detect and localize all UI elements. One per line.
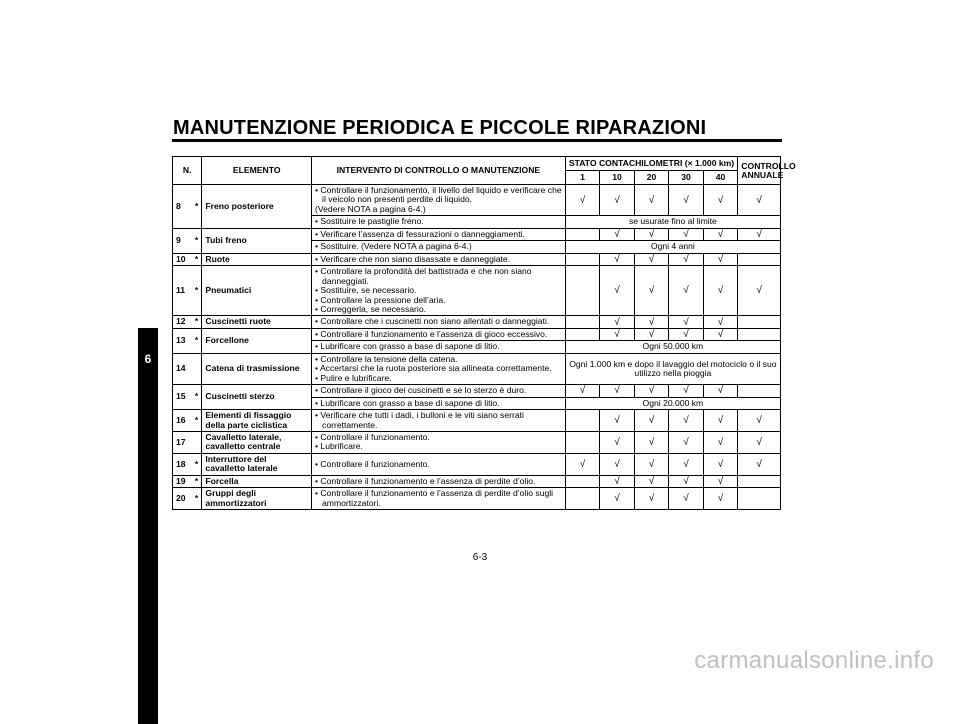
km-check xyxy=(565,228,600,240)
table-row xyxy=(173,453,781,475)
row-element: Forcellone xyxy=(202,328,312,353)
km-check: √ xyxy=(703,431,738,453)
km-check: √ xyxy=(634,453,669,475)
row-element: Freno posteriore xyxy=(202,185,312,229)
row-action xyxy=(312,228,566,240)
action-item: • Verificare l’assenza di fessurazioni o danneggiamenti. xyxy=(315,228,525,239)
km-check: √ xyxy=(600,385,635,397)
interval-note: se usurate fino al limite xyxy=(565,216,780,228)
km-check xyxy=(565,475,600,487)
title-rule xyxy=(172,139,782,142)
km-check: √ xyxy=(703,410,738,432)
table-row xyxy=(173,253,781,265)
row-star-marker: * xyxy=(192,328,202,353)
header-km-20: 20 xyxy=(634,171,669,185)
km-check: √ xyxy=(669,488,704,510)
table-body xyxy=(173,185,781,510)
row-star-marker: * xyxy=(192,453,202,475)
km-check: √ xyxy=(703,328,738,340)
row-action xyxy=(312,410,566,432)
km-check xyxy=(565,253,600,265)
annual-check xyxy=(738,316,781,328)
annual-check: √ xyxy=(738,410,781,432)
km-check: √ xyxy=(634,475,669,487)
row-star-marker: * xyxy=(192,228,202,253)
action-item: • Lubrificare. xyxy=(315,441,363,452)
table-row xyxy=(173,353,781,384)
row-star-marker: * xyxy=(192,410,202,432)
km-check: √ xyxy=(669,185,704,216)
interval-note: Ogni 1.000 km e dopo il lavaggio del motociclo o il suo utilizzo nella pioggia xyxy=(565,353,780,384)
km-check: √ xyxy=(600,266,635,316)
row-action xyxy=(312,341,566,353)
row-action xyxy=(312,475,566,487)
km-check: √ xyxy=(600,316,635,328)
row-action xyxy=(312,253,566,265)
action-item: • Verificare che tutti i dadi, i bulloni e le viti siano serrati correttamente. xyxy=(315,410,524,430)
action-item: • Controllare che i cuscinetti non siano allentati o danneggiati. xyxy=(315,316,550,327)
row-action xyxy=(312,241,566,253)
row-action xyxy=(312,316,566,328)
row-star-marker: * xyxy=(192,488,202,510)
header-annual-line2: ANNUALE xyxy=(741,169,784,180)
row-action xyxy=(312,431,566,453)
km-check: √ xyxy=(634,385,669,397)
km-check: √ xyxy=(600,453,635,475)
km-check: √ xyxy=(600,328,635,340)
table-row xyxy=(173,385,781,397)
km-check: √ xyxy=(634,488,669,510)
annual-check: √ xyxy=(738,453,781,475)
km-check: √ xyxy=(669,475,704,487)
km-check xyxy=(565,328,600,340)
action-item: • Controllare il funzionamento. xyxy=(315,431,430,442)
km-check: √ xyxy=(703,185,738,216)
row-action xyxy=(312,328,566,340)
row-number: 12 xyxy=(173,316,192,328)
km-check: √ xyxy=(634,228,669,240)
km-check xyxy=(565,316,600,328)
row-action xyxy=(312,353,566,384)
row-number: 15 xyxy=(173,385,192,410)
km-check: √ xyxy=(703,475,738,487)
km-check: √ xyxy=(600,185,635,216)
annual-check: √ xyxy=(738,266,781,316)
table-row xyxy=(173,185,781,216)
km-check: √ xyxy=(600,253,635,265)
km-check: √ xyxy=(634,185,669,216)
annual-check xyxy=(738,328,781,340)
table-row xyxy=(173,316,781,328)
row-star-marker: * xyxy=(192,316,202,328)
table-row xyxy=(173,475,781,487)
km-check: √ xyxy=(600,410,635,432)
action-item: • Controllare la pressione dell’aria. xyxy=(315,294,446,305)
header-odometer: STATO CONTACHILOMETRI (× 1.000 km) xyxy=(565,157,738,171)
header-annual-line1: CONTROLLO xyxy=(741,160,796,171)
km-check: √ xyxy=(669,328,704,340)
km-check: √ xyxy=(669,266,704,316)
km-check: √ xyxy=(600,488,635,510)
table-row xyxy=(173,431,781,453)
action-item: • Accertarsi che la ruota posteriore sia allineata correttamente. xyxy=(315,363,552,374)
action-item: • Controllare il funzionamento, il livello del liquido e verificare che il veicolo non presenti perdite di liquido. xyxy=(315,185,562,205)
header-element: ELEMENTO xyxy=(202,157,312,185)
action-item: • Controllare il funzionamento e l’assenza di perdite d’olio. xyxy=(315,475,536,486)
row-element: Cavalletto laterale, cavalletto centrale xyxy=(202,431,312,453)
km-check: √ xyxy=(669,410,704,432)
row-action xyxy=(312,397,566,409)
row-star-marker: * xyxy=(192,385,202,410)
row-element: Cuscinetti sterzo xyxy=(202,385,312,410)
interval-note: Ogni 50.000 km xyxy=(565,341,780,353)
action-item: • Sostituire, se necessario. xyxy=(315,285,417,296)
page-title: MANUTENZIONE PERIODICA E PICCOLE RIPARAZIONI xyxy=(173,117,707,139)
km-check: √ xyxy=(703,316,738,328)
watermark: carmanualsonline.info xyxy=(694,647,934,674)
annual-check xyxy=(738,385,781,397)
row-action xyxy=(312,266,566,316)
chapter-tab-label: 6 xyxy=(144,352,152,366)
action-item: • Lubrificare con grasso a base di sapone di litio. xyxy=(315,397,500,408)
row-star-marker xyxy=(192,353,202,384)
table-row xyxy=(173,266,781,316)
row-number: 14 xyxy=(173,353,192,384)
row-number: 19 xyxy=(173,475,192,487)
table-row xyxy=(173,488,781,510)
header-n: N. xyxy=(173,157,202,185)
row-star-marker: * xyxy=(192,266,202,316)
table-row xyxy=(173,410,781,432)
km-check: √ xyxy=(669,253,704,265)
km-check: √ xyxy=(634,431,669,453)
row-star-marker: * xyxy=(192,253,202,265)
row-action xyxy=(312,488,566,510)
km-check: √ xyxy=(565,385,600,397)
row-element: Catena di trasmissione xyxy=(202,353,312,384)
row-element: Tubi freno xyxy=(202,228,312,253)
km-check: √ xyxy=(703,266,738,316)
km-check: √ xyxy=(703,385,738,397)
row-action xyxy=(312,185,566,216)
row-element: Pneumatici xyxy=(202,266,312,316)
action-item: • Controllare il funzionamento. xyxy=(315,458,430,469)
row-element: Ruote xyxy=(202,253,312,265)
action-item: • Verificare che non siano disassate e danneggiate. xyxy=(315,253,511,264)
km-check: √ xyxy=(565,453,600,475)
action-item: • Sostituire le pastiglie freno. xyxy=(315,216,424,227)
row-number: 10 xyxy=(173,253,192,265)
row-number: 9 xyxy=(173,228,192,253)
table-row xyxy=(173,228,781,240)
km-check: √ xyxy=(703,253,738,265)
row-element: Cuscinetti ruote xyxy=(202,316,312,328)
action-item: • Controllare il gioco dei cuscinetti e se lo sterzo è duro. xyxy=(315,385,527,396)
km-check xyxy=(565,266,600,316)
action-item: • Controllare il funzionamento e l’assenza di perdite d’olio sugli ammortizzatori. xyxy=(315,488,554,508)
km-check: √ xyxy=(703,453,738,475)
row-element: Gruppi degli ammortizzatori xyxy=(202,488,312,510)
km-check: √ xyxy=(600,228,635,240)
km-check: √ xyxy=(669,385,704,397)
row-action xyxy=(312,385,566,397)
km-check: √ xyxy=(600,475,635,487)
annual-check: √ xyxy=(738,185,781,216)
km-check: √ xyxy=(669,316,704,328)
km-check: √ xyxy=(634,410,669,432)
interval-note: Ogni 20.000 km xyxy=(565,397,780,409)
page-number: 6-3 xyxy=(472,552,488,563)
header-action: INTERVENTO DI CONTROLLO O MANUTENZIONE xyxy=(312,157,566,185)
annual-check: √ xyxy=(738,228,781,240)
km-check: √ xyxy=(565,185,600,216)
action-item: • Controllare la tensione della catena. xyxy=(315,353,458,364)
row-action xyxy=(312,453,566,475)
action-item: • Pulire e lubrificare. xyxy=(315,372,392,383)
annual-check xyxy=(738,253,781,265)
action-item: • Controllare il funzionamento e l’assenza di gioco eccessivo. xyxy=(315,328,548,339)
km-check: √ xyxy=(669,453,704,475)
annual-check xyxy=(738,475,781,487)
row-number: 13 xyxy=(173,328,192,353)
row-element: Forcella xyxy=(202,475,312,487)
km-check: √ xyxy=(634,328,669,340)
action-item: (Vedere NOTA a pagina 6-4.) xyxy=(315,203,426,214)
row-action xyxy=(312,216,566,228)
row-star-marker xyxy=(192,431,202,453)
row-number: 20 xyxy=(173,488,192,510)
action-item: • Correggerla, se necessario. xyxy=(315,303,426,314)
km-check xyxy=(565,488,600,510)
km-check: √ xyxy=(669,431,704,453)
row-number: 11 xyxy=(173,266,192,316)
header-km-10: 10 xyxy=(600,171,635,185)
annual-check: √ xyxy=(738,431,781,453)
km-check: √ xyxy=(703,488,738,510)
row-star-marker: * xyxy=(192,185,202,229)
header-km-40: 40 xyxy=(703,171,738,185)
row-number: 17 xyxy=(173,431,192,453)
action-item: • Sostituire. (Vedere NOTA a pagina 6-4.) xyxy=(315,241,472,252)
chapter-tab xyxy=(138,328,158,724)
row-number: 8 xyxy=(173,185,192,229)
header-km-30: 30 xyxy=(669,171,704,185)
km-check: √ xyxy=(634,253,669,265)
km-check: √ xyxy=(634,266,669,316)
header-km-1: 1 xyxy=(565,171,600,185)
row-number: 16 xyxy=(173,410,192,432)
interval-note: Ogni 4 anni xyxy=(565,241,780,253)
header-annual xyxy=(738,157,796,185)
action-item: • Lubrificare con grasso a base di sapone di litio. xyxy=(315,341,500,352)
row-number: 18 xyxy=(173,453,192,475)
maintenance-table xyxy=(172,156,796,510)
km-check: √ xyxy=(703,228,738,240)
annual-check xyxy=(738,488,781,510)
km-check: √ xyxy=(669,228,704,240)
table-row xyxy=(173,328,781,340)
row-element: Interruttore del cavalletto laterale xyxy=(202,453,312,475)
action-item: • Controllare la profondità del battistrada e che non siano danneggiati. xyxy=(315,266,532,286)
km-check: √ xyxy=(600,431,635,453)
km-check: √ xyxy=(634,316,669,328)
row-element: Elementi di fissaggio della parte ciclistica xyxy=(202,410,312,432)
km-check xyxy=(565,431,600,453)
row-star-marker: * xyxy=(192,475,202,487)
km-check xyxy=(565,410,600,432)
